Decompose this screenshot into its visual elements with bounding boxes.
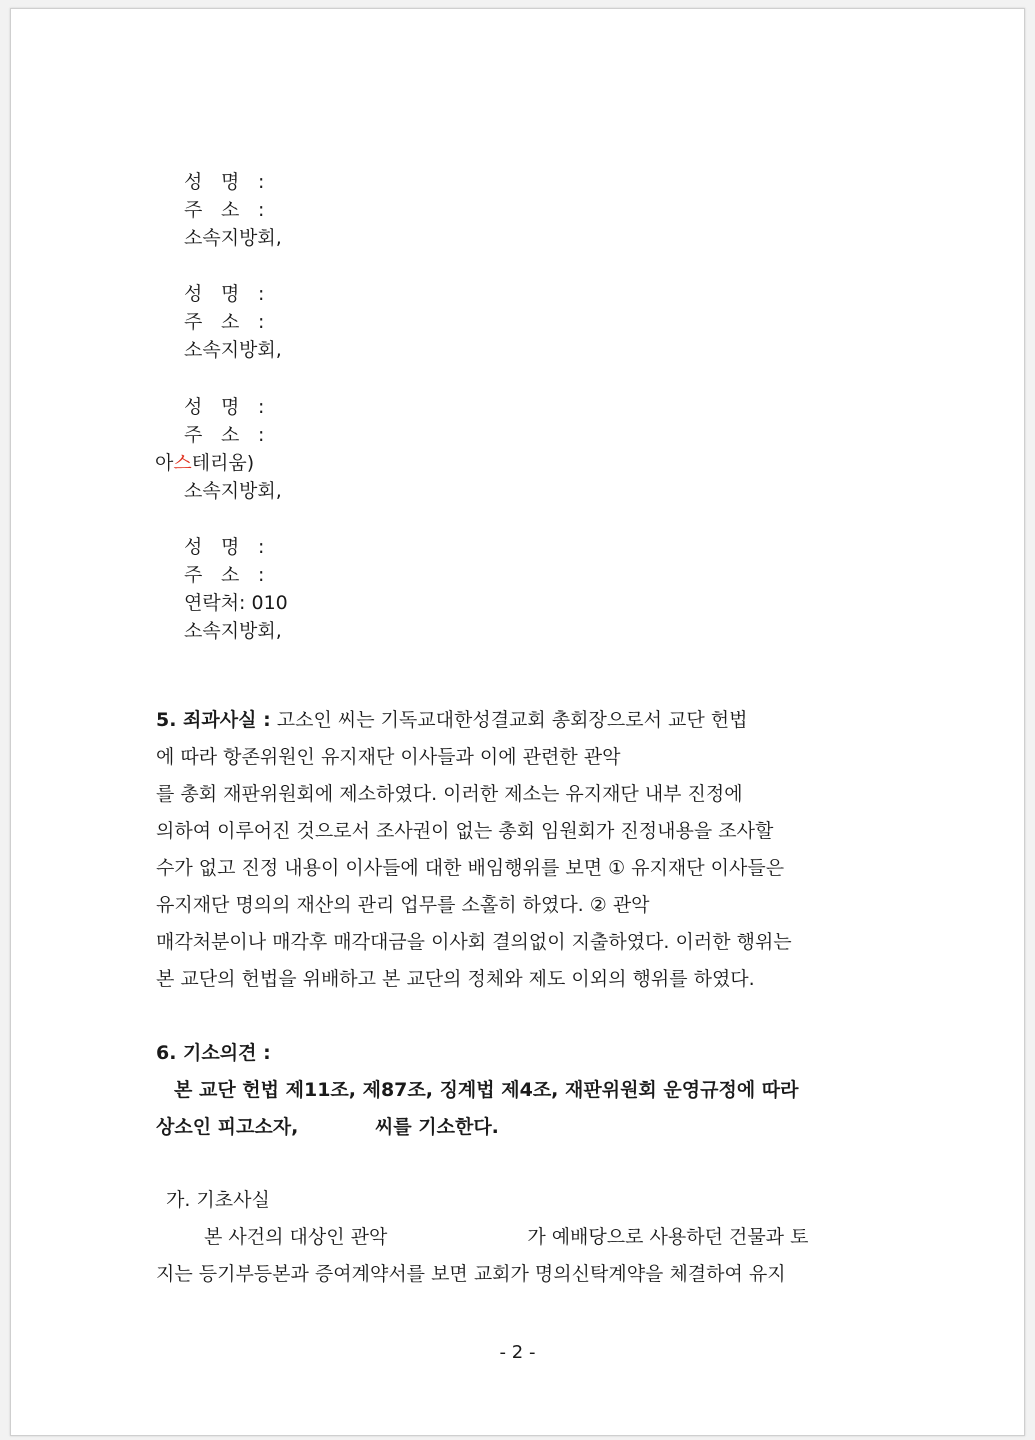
party-block-2 — [184, 280, 282, 364]
charges-line-6: 유지재단 명의의 재산의 관리 업무를 소홀히 하였다. ② 관악 — [156, 894, 650, 916]
name-label: 성 명 — [184, 396, 240, 418]
separator: : — [258, 396, 265, 418]
contact: 연락처: 010 — [184, 592, 288, 614]
party-block-1 — [184, 168, 282, 252]
separator: : — [258, 283, 265, 305]
section-heading: 가. 기초사실 — [166, 1189, 270, 1211]
address-label: 주 소 — [184, 424, 240, 446]
separator: : — [258, 536, 265, 558]
separator: : — [258, 424, 265, 446]
address-label: 주 소 — [184, 564, 240, 586]
indictment-line-2: 상소인 피고소자, 씨를 기소한다. — [156, 1116, 499, 1138]
charges-line-3: 를 총회 재판위원회에 제소하였다. 이러한 제소는 유지재단 내부 진정에 — [156, 783, 743, 805]
charges-line-4: 의하여 이루어진 것으로서 조사권이 없는 총회 임원회가 진정내용을 조사할 — [156, 820, 774, 842]
charges-line-2: 에 따라 항존위원인 유지재단 이사들과 이에 관련한 관악 — [156, 746, 621, 768]
charges-line-5: 수가 없고 진정 내용이 이사들에 대한 배임행위를 보면 ① 유지재단 이사들은 — [156, 857, 785, 879]
name-label: 성 명 — [184, 536, 240, 558]
facts-line-1: 본 사건의 대상인 관악 가 예배당으로 사용하던 건물과 토 — [204, 1226, 809, 1248]
address-label: 주 소 — [184, 199, 240, 221]
separator: : — [258, 311, 265, 333]
section-heading: 6. 기소의견 : — [156, 1042, 271, 1064]
affiliation: 소속지방회, — [184, 227, 282, 249]
section-heading: 5. 죄과사실 : — [156, 709, 271, 731]
affiliation: 소속지방회, — [184, 339, 282, 361]
affiliation: 소속지방회, — [184, 620, 282, 642]
section-charges — [156, 702, 880, 998]
party-block-4 — [184, 533, 288, 645]
address-label: 주 소 — [184, 311, 240, 333]
charges-line-7: 매각처분이나 매각후 매각대금을 이사회 결의없이 지출하였다. 이러한 행위는 — [156, 931, 792, 953]
address-fragment: 아스테리움) — [155, 452, 255, 474]
section-basic-facts — [156, 1182, 880, 1293]
facts-line-2: 지는 등기부등본과 증여계약서를 보면 교회가 명의신탁계약을 체결하여 유지 — [156, 1263, 786, 1285]
affiliation: 소속지방회, — [184, 480, 282, 502]
page-number: - 2 - — [499, 1342, 536, 1363]
name-label: 성 명 — [184, 283, 240, 305]
separator: : — [258, 564, 265, 586]
section-indictment — [156, 1035, 880, 1146]
charges-line-1: 5. 죄과사실 : 고소인 씨는 기독교대한성결교회 총회장으로서 교단 헌법 — [156, 709, 748, 731]
indictment-line-1: 본 교단 헌법 제11조, 제87조, 징계법 제4조, 재판위원회 운영규정에 따라 — [174, 1079, 799, 1101]
separator: : — [258, 199, 265, 221]
charges-line-8: 본 교단의 헌법을 위배하고 본 교단의 정체와 제도 이외의 행위를 하였다. — [156, 968, 755, 990]
separator: : — [258, 171, 265, 193]
name-label: 성 명 — [184, 171, 240, 193]
